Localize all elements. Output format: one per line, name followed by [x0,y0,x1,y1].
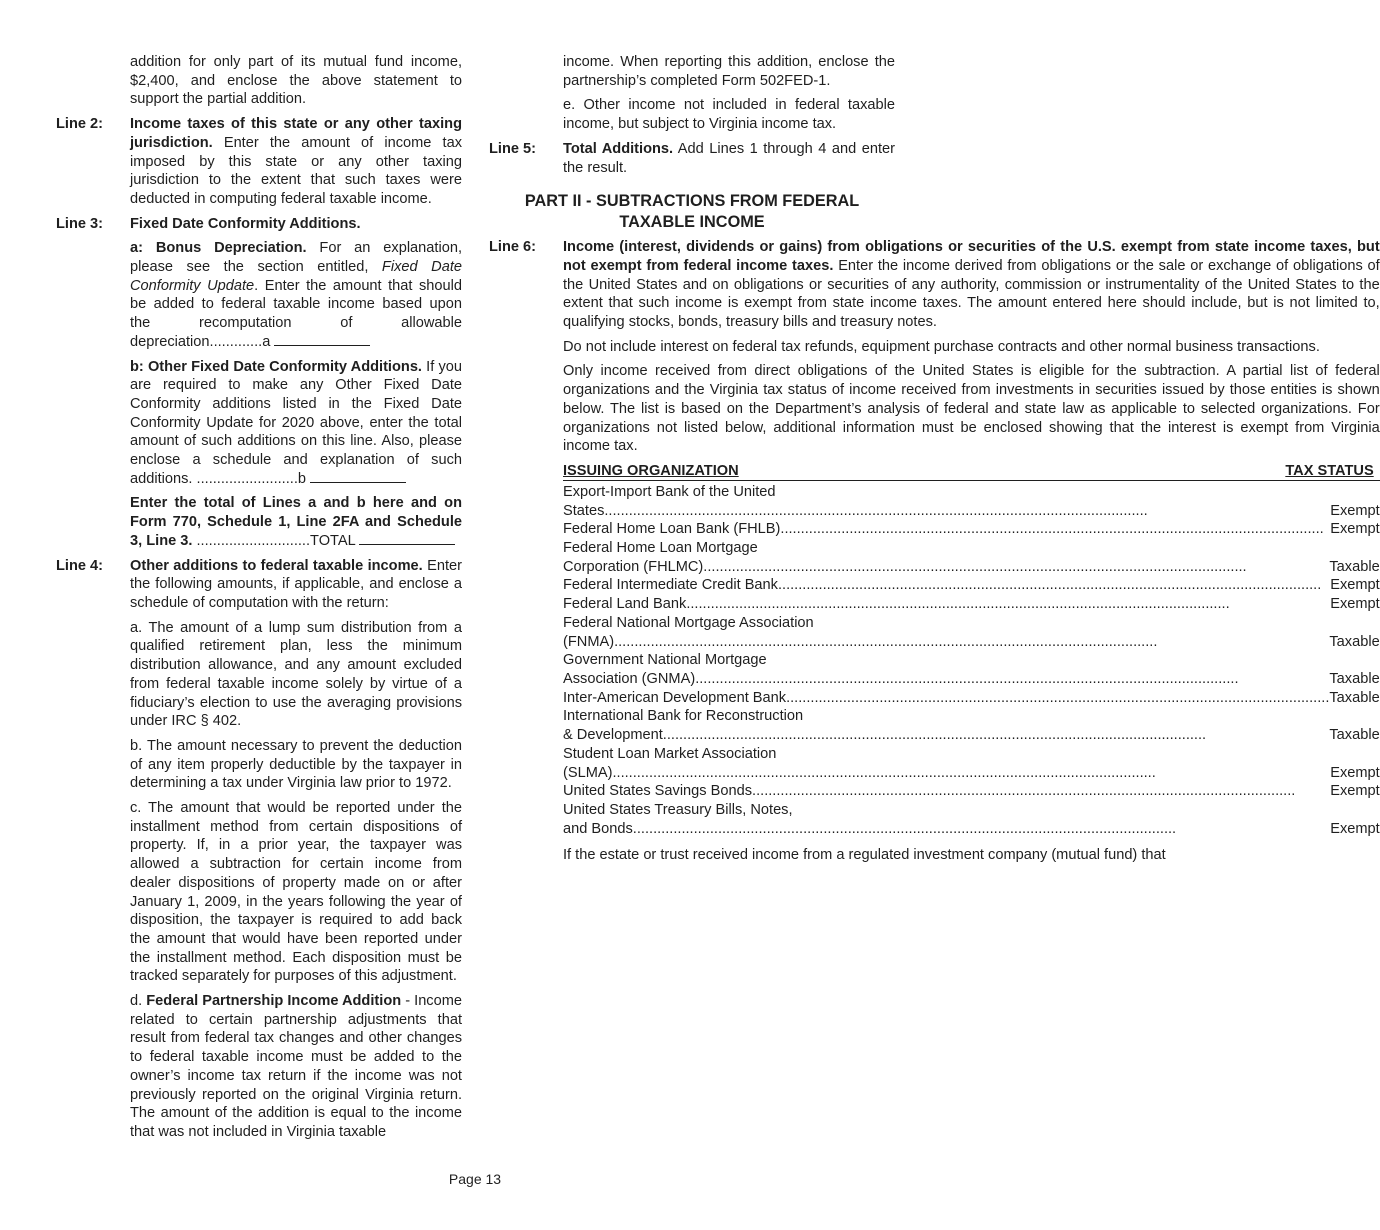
line-6-p2: Do not include interest on federal tax refunds, equipment purchase contracts and other normal business transactions. [563,338,1320,355]
tax-status: Taxable [1329,633,1380,650]
org-leader-line [563,595,1380,614]
org-leader-line [563,764,1380,783]
tax-status: Exempt [1330,764,1380,781]
org-table-row [563,539,1380,576]
tax-status: Exempt [1330,521,1380,538]
tax-status: Exempt [1330,502,1380,519]
org-table-header [563,462,1380,481]
intro-paragraph: addition for only part of its mutual fund income, $2,400, and enclose the above statement to support the partial addition. [130,54,462,108]
org-name: Federal Intermediate Credit Bank [563,577,778,594]
line-2-title: Income taxes of this state or any other taxing jurisdiction. [130,116,462,151]
leader-dots [614,633,1329,652]
line-5 [489,140,895,183]
line-3-total-leader: ............................TOTAL [192,532,356,549]
org-column-header: ISSUING ORGANIZATION [563,462,739,479]
org-name: Federal Land Bank [563,596,687,613]
line-2-text [130,115,462,209]
org-name: Federal Home Loan Bank (FHLB) [563,521,781,538]
org-leader-line [563,689,1380,708]
line-5-label: Line 5: [489,140,537,157]
line-4c: c. The amount that would be reported under the installment method from certain dispositions of property. If, in a prior year, the taxpayer was allowed a subtraction for certain income from dealer dispositions of property made on or after January 1, 2009, in the years following the year of disposition, the taxpayer is required to add back the amount that would have been reported under the installment method. Each disposition must be tracked separately for purposes of this adjustment. [130,800,462,985]
line-3 [56,215,462,557]
org-leader-line [563,633,1380,652]
tax-status: Taxable [1329,727,1380,744]
org-leader-line [563,576,1380,595]
leader-dots [633,820,1330,839]
line-4a: a. The amount of a lump sum distribution from a qualified retirement plan, less the minimum distribution allowance, and any amount excluded from federal taxable income solely by virtue of a fiduciary’s election to use the averaging provisions under IRC § 402. [130,619,462,730]
line-6-intro [563,238,1380,332]
line-3-title-text: Fixed Date Conformity Additions. [130,215,361,232]
leader-dots [778,576,1330,595]
line-3b-title: b: Other Fixed Date Conformity Additions. [130,358,422,375]
part-2-heading [489,191,895,232]
line-4d-title: Federal Partnership Income Addition [146,993,402,1010]
line-3a-italic: Fixed Date Conformity Update [130,259,462,294]
org-table-row [563,520,1380,539]
line-3b-leader: .........................b [192,470,307,487]
leader-dots [604,502,1330,521]
line-2 [56,115,462,215]
org-table-row [563,707,1380,744]
leader-dots [612,764,1330,783]
tax-status: Taxable [1329,670,1380,687]
line-4 [56,557,462,1148]
org-name: and Bonds [563,820,633,837]
org-name: Inter-American Development Bank [563,689,787,706]
line-4e: e. Other income not included in federal taxable income, but subject to Virginia income tax. [563,97,895,133]
org-table-row [563,782,1380,801]
org-table-row [563,614,1380,651]
org-name: Corporation (FHLMC) [563,558,704,575]
line-3b [130,358,462,489]
line-3a-text1: For an explanation, please see the section entitled, [130,240,462,276]
line-3a-entry-field[interactable] [274,333,370,346]
line-3a [130,239,462,351]
org-name: & Development [563,727,663,744]
leader-dots [780,520,1330,539]
line-4-label: Line 4: [56,557,104,574]
tax-status: Taxable [1329,689,1380,706]
line-5-title: Total Additions. [563,140,674,157]
line-4d [130,992,462,1142]
org-table-row [563,689,1380,708]
line-4b: b. The amount necessary to prevent the deduction of any item properly deductible by the taxpayer in determining a tax under Virginia law prior to 1972. [130,737,462,792]
closing-paragraph: If the estate or trust received income from a regulated investment company (mutual fund) that [563,847,1166,864]
line-4d-text: - Income related to certain partnership adjustments that result from federal tax changes and other changes to federal taxable income must be added to the owner’s income tax return if the income was not previously reported on the original Virginia return. The amount of the addition is equal to the income that was not included in Virginia taxable [130,993,462,1140]
leader-dots [695,670,1329,689]
org-table-row [563,595,1380,614]
tax-status: Exempt [1330,596,1380,613]
org-table-row [563,745,1380,782]
org-name-line1: International Bank for Reconstruction [563,708,804,725]
line-6-p3: Only income received from direct obligations of the United States is eligible for the subtraction. A partial list of federal organizations and the Virginia tax status of income received from investments in securities issued by those entities is shown below. The list is based on the Department’s analysis of federal and state law as applicable to selected organizations. For organizations not listed below, additional information must be enclosed showing that the interest is exempt from Virginia income tax. [563,363,1380,455]
org-name: States [563,502,605,519]
tax-status: Taxable [1329,558,1380,575]
org-name: Association (GNMA) [563,670,696,687]
line-3-label: Line 3: [56,215,104,232]
line-4-text: Enter the following amounts, if applicable, and enclose a schedule of computation with the return: [130,557,462,611]
leader-dots [686,595,1330,614]
org-table-row [563,801,1380,838]
line-2-label: Line 2: [56,116,104,133]
leader-dots [663,726,1330,745]
org-name-line1: Export-Import Bank of the United [563,483,776,500]
line-3-total-entry-field[interactable] [359,532,455,545]
line-6-label: Line 6: [489,239,537,256]
line-6-title: Income (interest, dividends or gains) from obligations or securities of the U.S. exempt from state income taxes, but not exempt from federal income taxes. [563,239,1380,274]
org-leader-line [563,520,1380,539]
page-number: Page 13 [448,1171,502,1187]
status-column-header: TAX STATUS [1285,462,1374,479]
line-3a-leader: .............a [209,333,271,350]
org-leader-line [563,726,1380,745]
org-table-row [563,651,1380,688]
org-table [563,483,1380,838]
line-3a-title: a: Bonus Depreciation. [130,240,307,257]
org-name-line1: Federal Home Loan Mortgage [563,540,758,557]
right-column [489,53,1380,871]
org-leader-line [563,670,1380,689]
line-3-total-bold: Enter the total of Lines a and b here and on Form 770, Schedule 1, Line 2FA and Schedule 3, Line 3. [130,495,462,549]
org-name: United States Savings Bonds [563,783,753,800]
line-4-intro [130,557,462,613]
org-name: (SLMA) [563,764,613,781]
leader-dots [703,558,1329,577]
tax-status: Exempt [1330,820,1380,837]
line-3a-text2: . Enter the amount that should be added to federal taxable income based upon the recomputation of allowable depreciation [130,277,462,350]
line-3b-entry-field[interactable] [310,470,406,483]
line-4d-continued: income. When reporting this addition, enclose the partnership’s completed Form 502FED-1. [563,54,895,89]
org-name-line1: Federal National Mortgage Association [563,614,814,631]
line-3b-text: If you are required to make any Other Fixed Date Conformity additions listed in the Fixed Date Conformity Update for 2020 above, enter the total amount of such additions on this line. Also, please enclose a schedule and explanation of such additions. [130,358,463,487]
tax-status: Exempt [1330,577,1380,594]
org-leader-line [563,820,1380,839]
leader-dots [752,782,1330,801]
part-2-heading-line2: TAXABLE INCOME [619,212,765,231]
org-name-line1: Student Loan Market Association [563,745,777,762]
line-4-title: Other additions to federal taxable income. [130,557,423,574]
org-table-row [563,483,1380,520]
tax-status: Exempt [1330,783,1380,800]
line-6 [489,238,1380,871]
part-2-heading-line1: PART II - SUBTRACTIONS FROM FEDERAL [524,192,860,211]
line-4d-prefix: d. [130,993,147,1010]
org-name: (FNMA) [563,633,615,650]
leader-dots [786,689,1329,708]
line-5-body: Add Lines 1 through 4 and enter the result. [563,140,895,176]
org-name-line1: United States Treasury Bills, Notes, [563,801,793,818]
org-leader-line [563,502,1380,521]
line-3-title [130,215,462,234]
org-table-row [563,576,1380,595]
line-2-body: Enter the amount of income tax imposed by this state or any other taxing jurisdiction to the extent that such taxes were deducted in computing federal taxable income. [130,134,462,207]
line-5-text [563,140,895,177]
org-leader-line [563,782,1380,801]
org-leader-line [563,558,1380,577]
line-3-total [130,494,462,550]
org-name-line1: Government National Mortgage [563,652,767,669]
left-column [56,53,462,1148]
line-6-text: Enter the income derived from obligations or the sale or exchange of obligations of the United States and on obligations or securities of any authority, commission or instrumentality of the United States to the extent that such income is exempt from state income taxes. The amount entered here should include, but is not limited to, qualifying stocks, bonds, treasury bills and treasury notes. [563,257,1380,331]
